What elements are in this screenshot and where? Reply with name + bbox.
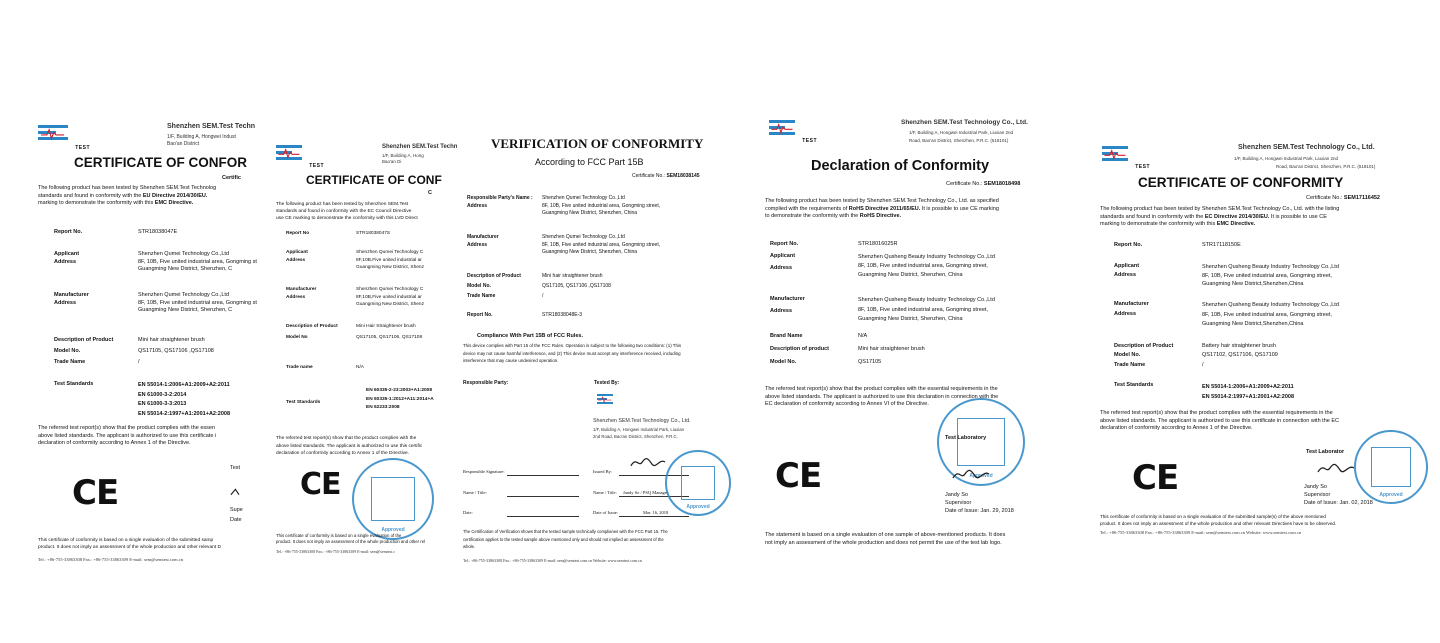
company-address: 1/F, Building A, Hong Bao'an Di — [382, 153, 424, 164]
signatory: Jandy So Supervisor Date of Issue: Jan. 29, 2018 — [945, 492, 1014, 514]
contact-line: Tel.: +86-755-33863308 Fax.: +86-755-33863309 E-mail: sem@semtest.com.cn — [38, 557, 184, 562]
signature — [629, 454, 667, 470]
footer-note: The Certification of Verification shows that the tested sample technically complianes with the FCC Part 15. The certification applies to the tested sample above mentioned only and should not implied an assessment of the whole. — [463, 529, 668, 549]
date-line — [507, 516, 579, 517]
footer-note: This certificate of conformity is based on a single evaluation of the submitted samp product. It does not imply an assessment of the whole production and other relevant D — [38, 538, 221, 550]
approval-stamp: Approved — [1354, 430, 1428, 504]
closing-paragraph: The referred test report(s) show that the product complies with the above listed standards. The applicant is authorized to use this certific declaration of conformity according to Annex 1 of the Directive. — [276, 436, 423, 456]
date-issue-line — [619, 516, 689, 517]
sem-test-logo: TEST — [769, 120, 795, 142]
issuer-name-title: Name / Title: Jandy So / PSQ Manager — [593, 490, 669, 495]
intro-paragraph: The following product has been tested by Shenzhen SEM.Test Technology Co., Ltd. as specified complied with the requirements of RoHS Directive 2011/65/EU. It is possible to use CE marking to demonstrate the conformity with the RoHS Directive. — [765, 198, 999, 219]
closing-paragraph: The referred test report(s) show that the product complies with the essential requirements in the above listed standards. The applicant is authorized to use this declaration in connection with the EC declaration of conformity according to Annex VI of the Directive. — [765, 386, 999, 407]
signature — [951, 466, 991, 482]
company-name: Shenzhen SEM.Test Technology Co., Ltd. — [1238, 144, 1375, 151]
closing-paragraph: The referred test report(s) show that the product complies with the essential requirements in the above listed standards. The applicant is authorized to use this certificate in connection with the EC declaration of conformity according to Annex 1 of the Directive. — [1100, 410, 1339, 431]
certificate-1: TEST Shenzhen SEM.Test Techn 1/F, Building A, Hongwei Indust Bao'an District CERTIFICATE OF CONFOR Certific The following product has been tested by Shenzhen SEM.Test Technolog standards and found in conformity with the EU Directive 2014/30/EU. marking to demonstrate the conformity with this EMC Directive. Report No. STR18038047E Applicant Address Shenzhen Qumei Technology Co.,Ltd 8F, 10B, Five united industrial area, Gongming st Guangming New District, Shenzhen, C Manufacturer Address Shenzhen Qumei Technology Co.,Ltd 8F, 10B, Five united industrial area, Gongming st Guangming New District, Shenzhen, C Description of Product Mini hair straightener brush Model No. QS17105, QS17106 ,QS17108 Trade Name / Test Standards EN 55014-1:2006+A1:2009+A2:2011 EN 61000-3-2:2014 EN 61000-3-3:2013 EN 55014-2:1997+A1:2001+A2:2008 The referred test report(s) show that the product complies with the essen above listed standards. The applicant is authorized to use this certificate i declaration of conformity according to Annex 1 of the Directive. Test CE Supe Date This certificate of conformity is based on a single evaluation of the submitted samp product. It does not imply an assessment of the whole production and other relevant D Tel.: +86-755-33863308 Fax.: +86-755-33863309 E-mail: sem@semtest.com.cn — [30, 115, 246, 575]
ce-mark: CE — [775, 456, 822, 496]
certificate-3: VERIFICATION OF CONFORMITY According to FCC Part 15B Certificate No.: SEM18038145 Responsible Party's Name : Address Shenzhen Qumei Technology Co.,Ltd 8F, 10B, Five united industrial area, Gongming street, Guangming New District, Shenzhen, China Manufacturer Address Shenzhen Qumei Technology Co.,Ltd 8F, 10B, Five united industrial area, Gongming street, Guangming New District, Shenzhen, China Description of Product Mini hair straightener brush Model No. QS17105, QS17106 ,QS17108 Trade Name / Report No. STR18038048E-3 Compliance With Part 15B of FCC Rules. This device complies with Part 15 of the FCC Rules. Operation is subject to the following two conditions: (1) This device may not cause harmful interference, and (2) This device must accept any interference received, including interference that may cause undesired operation. Responsible Party: Tested By: Shenzhen SEM.Test Technology Co., Ltd. 1/F, Building A, Hongwei Industrial Park, Liuxian 2nd Road, Bao'an District, Shenzhen, P.R.C. Responsible Signature: Name / Title: Date: Issued By: Name / Title: Jandy So / PSQ Manager Date of Issue: Mar. 16, 2018 Approved The Certification of Verification shows that the tested sample technically complianes with the FCC Part 15. The certification applies to the tested sample above mentioned only and should not implied an assessment of the whole. Tel.: +86-755-33863308 Fax.: +86-755-33863309 E-mail: sem@semtest.com.cn Website: www.semtest.com.cn — [457, 128, 719, 573]
document-title: CERTIFICATE OF CONF — [306, 173, 442, 187]
certificate-number: Certificate No.: SEM18018498 — [946, 181, 1021, 187]
intro-paragraph: The following product has been tested by Shenzhen SEM.Test standards and found in conformity with the EC Council Directive use CE marking to demonstrate the conformity with this LVD Direct — [276, 202, 418, 221]
contact-line: Tel.: +86-755-33863308 Fax.: +86-755-33863309 E-mail: sem@semtest.c — [276, 549, 396, 554]
sem-test-logo: TEST — [38, 125, 68, 149]
certificate-number: C — [428, 190, 432, 196]
ce-mark: CE — [72, 473, 119, 513]
intro-paragraph: The following product has been tested by Shenzhen SEM.Test Technolog standards and found in conformity with the EU Directive 2014/30/EU. marking to demonstrate the conformity with this EMC Directive. — [38, 185, 217, 206]
ce-mark: CE — [300, 467, 341, 502]
contact-line: Tel.: +86-755-33863308 Fax.: +86-755-33863309 E-mail: sem@semtest.com.cn Website: www.semtest.com.cn — [1100, 530, 1302, 535]
signatory: Jandy So Supervisor Date of Issue: Jan. 02, 2018 — [1304, 484, 1373, 506]
footer-note: This certificate of conformity is based on a single evaluation of the submitted sample(s) of the above mentioned product. It does not imply an assessment of the whole production and other relevant Directives have to be observed. — [1100, 514, 1337, 526]
tested-by-label: Tested By: — [594, 380, 620, 386]
ce-mark: CE — [1132, 458, 1179, 498]
signature — [230, 487, 248, 497]
certificate-number: Certific — [222, 175, 241, 181]
document-title: CERTIFICATE OF CONFORMITY — [1138, 175, 1344, 190]
certificate-number: Certificate No.: SEM17116452 — [1306, 195, 1380, 201]
approval-stamp: Approved — [937, 398, 1025, 486]
sem-test-logo: TEST — [1102, 146, 1128, 168]
closing-paragraph: The referred test report(s) show that the product complies with the essen above listed standards. The applicant is authorized to use this certificate i declaration of conformity according to Annex 1 of the Directive. — [38, 425, 217, 446]
compliance-text: This device complies with Part 15 of the FCC Rules. Operation is subject to the following two conditions: (1) This device may not cause harmful interference, and (2) This device must accept any interference received, including interference that may cause undesired operation. — [463, 343, 682, 363]
certificate-4: TEST Shenzhen SEM.Test Technology Co., Ltd. 1/F, Building A, Hongwei Industrial Park, Liuxian 2nd Road, Bao'an District, Shenzhen, P.R.C. (518101) Declaration of Conformity Certificate No.: SEM18018498 The following product has been tested by Shenzhen SEM.Test Technology Co., Ltd. as specified complied with the requirements of RoHS Directive 2011/65/EU. It is possible to use CE marking to demonstrate the conformity with the RoHS Directive. Report No. STR18016025R Applicant Address Shenzhen Qusheng Beauty Industry Technology Co.,Ltd 8F, 10B, Five united industrial area, Gongming street, Guangming New District, Shenzhen, China Manufacturer Address Shenzhen Qusheng Beauty Industry Technology Co.,Ltd 8F, 10B, Five united industrial area, Gongming street, Guangming New District, Shenzhen, China Brand Name N/A Description of product Mini hair straightener brush Model No. QS17105 The referred test report(s) show that the product complies with the essential requirements in the above listed standards. The applicant is authorized to use this declaration in connection with the EC declaration of conformity according to Annex VI of the Directive. Approved Test Laboratory CE Jandy So Supervisor Date of Issue: Jan. 29, 2018 The statement is based on a single evaluation of one sample of above-mentioned products. It does not imply an assessment of the whole production and does not permit the use of the test lab logo. — [757, 110, 1049, 555]
intro-paragraph: The following product has been tested by Shenzhen SEM.Test Technology Co., Ltd. with the listing standards and found in conformity with the EC Directive 2014/30/EU. It is possible to use CE marking to demonstrate the conformity with this EMC Directive. — [1100, 206, 1340, 227]
company-address: 1/F, Building A, Hongwei Industrial Park, Liuxian 2nd Road, Bao'an District, Shenzhen, P.R.C. (518101) — [1234, 156, 1376, 169]
sem-test-logo — [597, 394, 613, 408]
certificate-2: TEST Shenzhen SEM.Test Techn 1/F, Building A, Hong Bao'an Di CERTIFICATE OF CONF C The following product has been tested by Shenzhen SEM.Test standards and found in conformity with the EC Council Directive use CE marking to demonstrate the conformity with this LVD Direct Report No STR18038047S Applicant Address Shenzhen Qumei Technology C 8F,10B,Five united industrial ar Guangming New District, Shenz Manufacturer Address Shenzhen Qumei Technology C 8F,10B,Five united industrial ar Guangming New District, Shenz Description of Product Mini Hair Straightener brush Model No QS17105, QS17106, QS17108 Trade name N/A Test Standards EN 60335-2-23:2003+A1:2008 EN 60335-1:2012+A11:2014+A EN 62233:2008 The referred test report(s) show that the product complies with the above listed standards. The applicant is authorized to use this certific declaration of conformity according to Annex 1 of the Directive. CE Approved This certificate of conformity is based on a single evaluation of the product. It does not imply an assessment of the whole production and other rel Tel.: +86-755-33863308 Fax.: +86-755-33863309 E-mail: sem@semtest.c — [262, 135, 434, 567]
approval-stamp: Approved — [665, 450, 731, 516]
document-subtitle: According to FCC Part 15B — [535, 157, 644, 167]
document-title: VERIFICATION OF CONFORMITY — [491, 136, 704, 151]
tested-by-address: 1/F, Building A, Hongwei Industrial Park, Liuxian 2nd Road, Bao'an District, Shenzhen, P.R.C. — [593, 427, 684, 439]
approval-stamp: Approved — [352, 458, 434, 540]
tested-by-company: Shenzhen SEM.Test Technology Co., Ltd. — [593, 418, 691, 424]
document-title: CERTIFICATE OF CONFOR — [74, 155, 247, 170]
signatory: Supe Date — [230, 507, 243, 523]
company-address: 1/F, Building A, Hongwei Indust Bao'an District — [167, 134, 236, 147]
test-lab-label: Test Laboratory — [945, 435, 987, 441]
contact-line: Tel.: +86-755-33863308 Fax.: +86-755-33863309 E-mail: sem@semtest.com.cn Website: www.semtest.com.cn — [463, 558, 642, 563]
certificate-number: Certificate No.: SEM18038145 — [632, 173, 700, 179]
company-address: 1/F, Building A, Hongwei Industrial Park, Liuxian 2nd Road, Bao'an District, Shenzhen, P.R.C. (518101) — [909, 130, 1014, 143]
signature-line — [507, 475, 579, 476]
company-name: Shenzhen SEM.Test Techn — [167, 123, 256, 130]
footer-note: The statement is based on a single evaluation of one sample of above-mentioned products. It does not imply an assessment of the whole production and does not permit the use of the test lab logo. — [765, 532, 1006, 546]
certificate-5: TEST Shenzhen SEM.Test Technology Co., Ltd. 1/F, Building A, Hongwei Industrial Park, Liuxian 2nd Road, Bao'an District, Shenzhen, P.R.C. (518101) CERTIFICATE OF CONFORMITY Certificate No.: SEM17116452 The following product has been tested by Shenzhen SEM.Test Technology Co., Ltd. with the listing standards and found in conformity with the EC Directive 2014/30/EU. It is possible to use CE marking to demonstrate the conformity with this EMC Directive. Report No. STR17118150E Applicant Address Shenzhen Qusheng Beauty Industry Technology Co.,Ltd 8F, 10B, Five united industrial area, Gongming street, Guangming New District,Shenzhen,China Manufacturer Address Shenzhen Qusheng Beauty Industry Technology Co.,Ltd 8F, 10B, Five united industrial area, Gongming street, Guangming New District,Shenzhen,China Description of Product Battery hair straightener brush Model No. QS17102, QS17106, QS17109 Trade Name / Test Standards EN 55014-1:2006+A1:2009+A2:2011 EN 55014-2:1997+A1:2001+A2:2008 The referred test report(s) show that the product complies with the essential requirements in the above listed standards. The applicant is authorized to use this certificate in connection with the EC declaration of conformity according to Annex 1 of the Directive. Test Laborator CE Approved Jandy So Supervisor Date of Issue: Jan. 02, 2018 This certificate of conformity is based on a single evaluation of the submitted sample(s) of the above mentioned product. It does not imply an assessment of the whole production and other relevant Directives have to be observed. Tel.: +86-755-33863308 Fax.: +86-755-33863309 E-mail: sem@semtest.com.cn Website: www.semtest.com.cn — [1092, 132, 1410, 542]
test-lab-label: Test — [230, 465, 241, 471]
company-name: Shenzhen SEM.Test Techn — [382, 144, 458, 150]
date-of-issue: Date of Issue: Mar. 16, 2018 — [593, 510, 669, 515]
footer-note: This certificate of conformity is based on a single evaluation of the product. It does not imply an assessment of the whole production and other rel — [276, 533, 426, 544]
company-name: Shenzhen SEM.Test Technology Co., Ltd. — [901, 119, 1028, 126]
compliance-title: Compliance With Part 15B of FCC Rules. — [477, 333, 583, 339]
name-title-field: Name / Title: — [463, 490, 487, 495]
date-field: Date: — [463, 510, 473, 515]
sem-test-logo: TEST — [276, 145, 302, 167]
responsible-party-label: Responsible Party: — [463, 380, 509, 386]
issued-by-field: Issued By: — [593, 469, 613, 474]
test-lab-label: Test Laborator — [1306, 449, 1345, 455]
signature — [1316, 460, 1356, 476]
name-line — [507, 496, 579, 497]
responsible-signature-field: Responsible Signature: — [463, 469, 505, 474]
document-title: Declaration of Conformity — [811, 158, 990, 174]
